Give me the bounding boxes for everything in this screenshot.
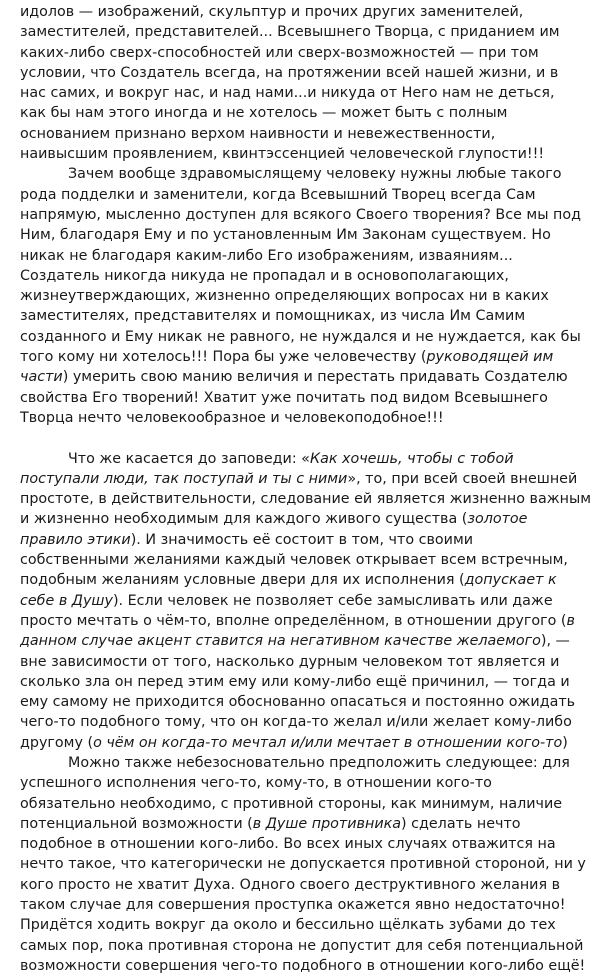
body-text: как бы нам этого иногда и не хотелось — может быть с полным <box>20 105 508 122</box>
body-text: вне зависимости от того, насколько дурным человеком тот является и <box>20 653 560 670</box>
body-text: ему самому не приходится обоснованно опасаться и постоянно ожидать <box>20 694 576 711</box>
body-text: собственными желаниями каждый человек открывает всем встречным, <box>20 552 568 569</box>
text-line <box>20 773 582 793</box>
body-text: подобное в отношении кого-либо. Во всех иных случаях отважится на <box>20 836 556 853</box>
italic-text: золотое <box>467 511 528 528</box>
text-line <box>20 388 582 408</box>
body-text: сколько зла он перед этим ему или кому-либо ещё причинил, — тогда и <box>20 673 570 690</box>
italic-text: Как хочешь, чтобы с тобой <box>309 450 514 467</box>
text-line <box>20 652 582 672</box>
text-line <box>20 834 582 854</box>
body-text: просто мечтать о чём-то, вполне определённом, в отношении другого ( <box>20 612 567 629</box>
body-text: самых пор, пока противная сторона не допустит для себя потенциальной <box>20 937 584 954</box>
text-line <box>20 124 582 144</box>
body-text: нас самих, и вокруг нас, и над нами...и никуда от Него нам не деться, <box>20 85 555 102</box>
text-line <box>20 205 582 225</box>
body-text: заместителях, представителях и помощниках, из числа Им Самим <box>20 308 526 325</box>
text-line <box>20 753 582 773</box>
text-line <box>20 530 582 550</box>
body-text: каких-либо сверх-способностей или сверх-возможностей — при том <box>20 44 539 61</box>
text-line <box>20 83 582 103</box>
text-line <box>20 144 582 164</box>
text-line <box>20 306 582 326</box>
body-text: ) сделать нечто <box>401 815 521 832</box>
italic-text: в <box>566 612 575 629</box>
text-line <box>20 164 582 184</box>
text-line <box>20 225 582 245</box>
text-line <box>20 63 582 83</box>
text-line <box>20 631 582 651</box>
body-text: никак не благодаря каким-либо Его изображениям, изваяниям... <box>20 247 513 264</box>
body-text: напрямую, мысленно доступен для всякого Своего творения? Все мы под <box>20 206 582 223</box>
text-line <box>20 246 582 266</box>
body-text: нечто такое, что категорически не допускается противной стороной, ни у <box>20 856 586 873</box>
body-text: жизнеутверждающих, жизненно определяющих вопросах ни в каких <box>20 288 549 305</box>
text-line <box>20 2 582 22</box>
body-text: », то, при всей своей внешней <box>347 470 578 487</box>
italic-text: о чём он когда-то мечтал и/или мечтает в отношении кого-то <box>93 734 563 751</box>
body-text: ), — <box>540 633 570 650</box>
body-text: подобным желаниям условные двери для их исполнения ( <box>20 572 465 589</box>
body-text: Зачем вообще здравомыслящему человеку нужны любые такого <box>68 166 562 183</box>
italic-text: руководящей им <box>426 349 554 366</box>
body-text: ). И значимость её состоит в том, что своими <box>130 531 474 548</box>
text-line <box>20 489 592 509</box>
body-text: идолов — изображений, скульптур и прочих других заменителей, <box>20 4 524 20</box>
body-text: таком случае для совершения проступка окажется явно недостаточно! <box>20 897 566 914</box>
text-line <box>20 469 582 489</box>
text-line <box>20 672 582 692</box>
body-text: того кому ни хотелось!!! Пора бы уже человечеству ( <box>20 349 427 366</box>
text-line <box>20 22 582 42</box>
text-line <box>20 692 582 712</box>
text-line <box>20 915 582 935</box>
body-text: Что же касается до заповеди: « <box>68 450 310 467</box>
italic-text: данном случае акцент ставится на негативном качестве желаемого <box>20 633 541 650</box>
text-line <box>20 733 582 753</box>
text-line <box>20 936 582 956</box>
body-text: обязательно необходимо, с противной стороны, как минимум, наличие <box>20 795 563 812</box>
body-text: Ним, благодаря Ему и по установленным Им Законам существуем. Но <box>20 227 551 244</box>
body-text: простоте, в действительности, следование ей является жизненно важным <box>20 491 592 508</box>
italic-text: себе в Душу <box>20 592 113 609</box>
text-line <box>20 570 582 590</box>
text-line <box>20 286 582 306</box>
text-line <box>20 814 582 834</box>
italic-text: части <box>20 369 63 386</box>
body-text: основанием признано верхом наивности и невежественности, <box>20 125 496 142</box>
body-text: наивысшим проявлением, квинтэссенцией человеческой глупости!!! <box>20 146 545 163</box>
body-text: Создатель никогда никуда не пропадал и в основополагающих, <box>20 267 509 284</box>
italic-text: в Душе противника <box>252 815 402 832</box>
text-line <box>20 43 582 63</box>
body-text: свойства Его творений! Хватит уже почитать под видом Всевышнего <box>20 389 548 406</box>
body-text: созданного и Ему никак не равного, не нуждался и не нуждается, как бы <box>20 328 581 345</box>
text-line <box>20 875 582 895</box>
body-text: возможности совершения чего-то подобного в отношении кого-либо ещё! <box>20 957 586 974</box>
paragraph-gap <box>20 428 582 448</box>
text-line <box>20 327 582 347</box>
body-text: потенциальной возможности ( <box>20 815 253 832</box>
body-text: успешного исполнения чего-то, кому-то, в отношении кого-то <box>20 775 492 792</box>
text-line <box>20 895 582 915</box>
text-line <box>20 408 582 428</box>
text-line <box>20 611 582 631</box>
body-text: Придётся ходить вокруг да около и бессильно щёлкать зубами до тех <box>20 917 556 934</box>
body-text: кого просто не хватит Духа. Одного своего деструктивного желания в <box>20 876 561 893</box>
text-line <box>20 854 586 874</box>
text-line <box>20 449 582 469</box>
text-line <box>20 185 582 205</box>
body-text: другому ( <box>20 734 94 751</box>
italic-text: допускает к <box>464 572 557 589</box>
body-text: чего-то подобного тому, что он когда-то желал и/или желает кому-либо <box>20 714 572 731</box>
body-text: и жизненно необходимым для каждого живого существа ( <box>20 511 468 528</box>
text-line <box>20 347 582 367</box>
text-line <box>20 956 586 976</box>
body-text: рода подделки и заменители, когда Всевышний Творец всегда Сам <box>20 186 536 203</box>
text-line <box>20 794 582 814</box>
italic-text: поступали люди, так поступай и ты с ними <box>20 470 348 487</box>
body-text: ) <box>562 734 568 751</box>
body-text: условии, что Создатель всегда, на протяжении всей нашей жизни, и в <box>20 64 559 81</box>
body-text: заместителей, представителей... Всевышнего Творца, с приданием им <box>20 24 560 41</box>
italic-text: правило этики <box>20 531 131 548</box>
body-text: Творца нечто человекообразное и человекоподобное!!! <box>20 409 444 426</box>
text-line <box>20 266 582 286</box>
text-line <box>20 509 582 529</box>
body-text: ) умерить свою манию величия и перестать придавать Создателю <box>62 369 568 386</box>
text-line <box>20 550 582 570</box>
text-line <box>20 367 582 387</box>
document-page <box>0 2 600 976</box>
text-line <box>20 591 582 611</box>
text-line <box>20 103 582 123</box>
body-text: ). Если человек не позволяет себе замысливать или даже <box>112 592 553 609</box>
body-text: Можно также небезосновательно предположить следующее: для <box>68 754 570 771</box>
text-line <box>20 712 582 732</box>
